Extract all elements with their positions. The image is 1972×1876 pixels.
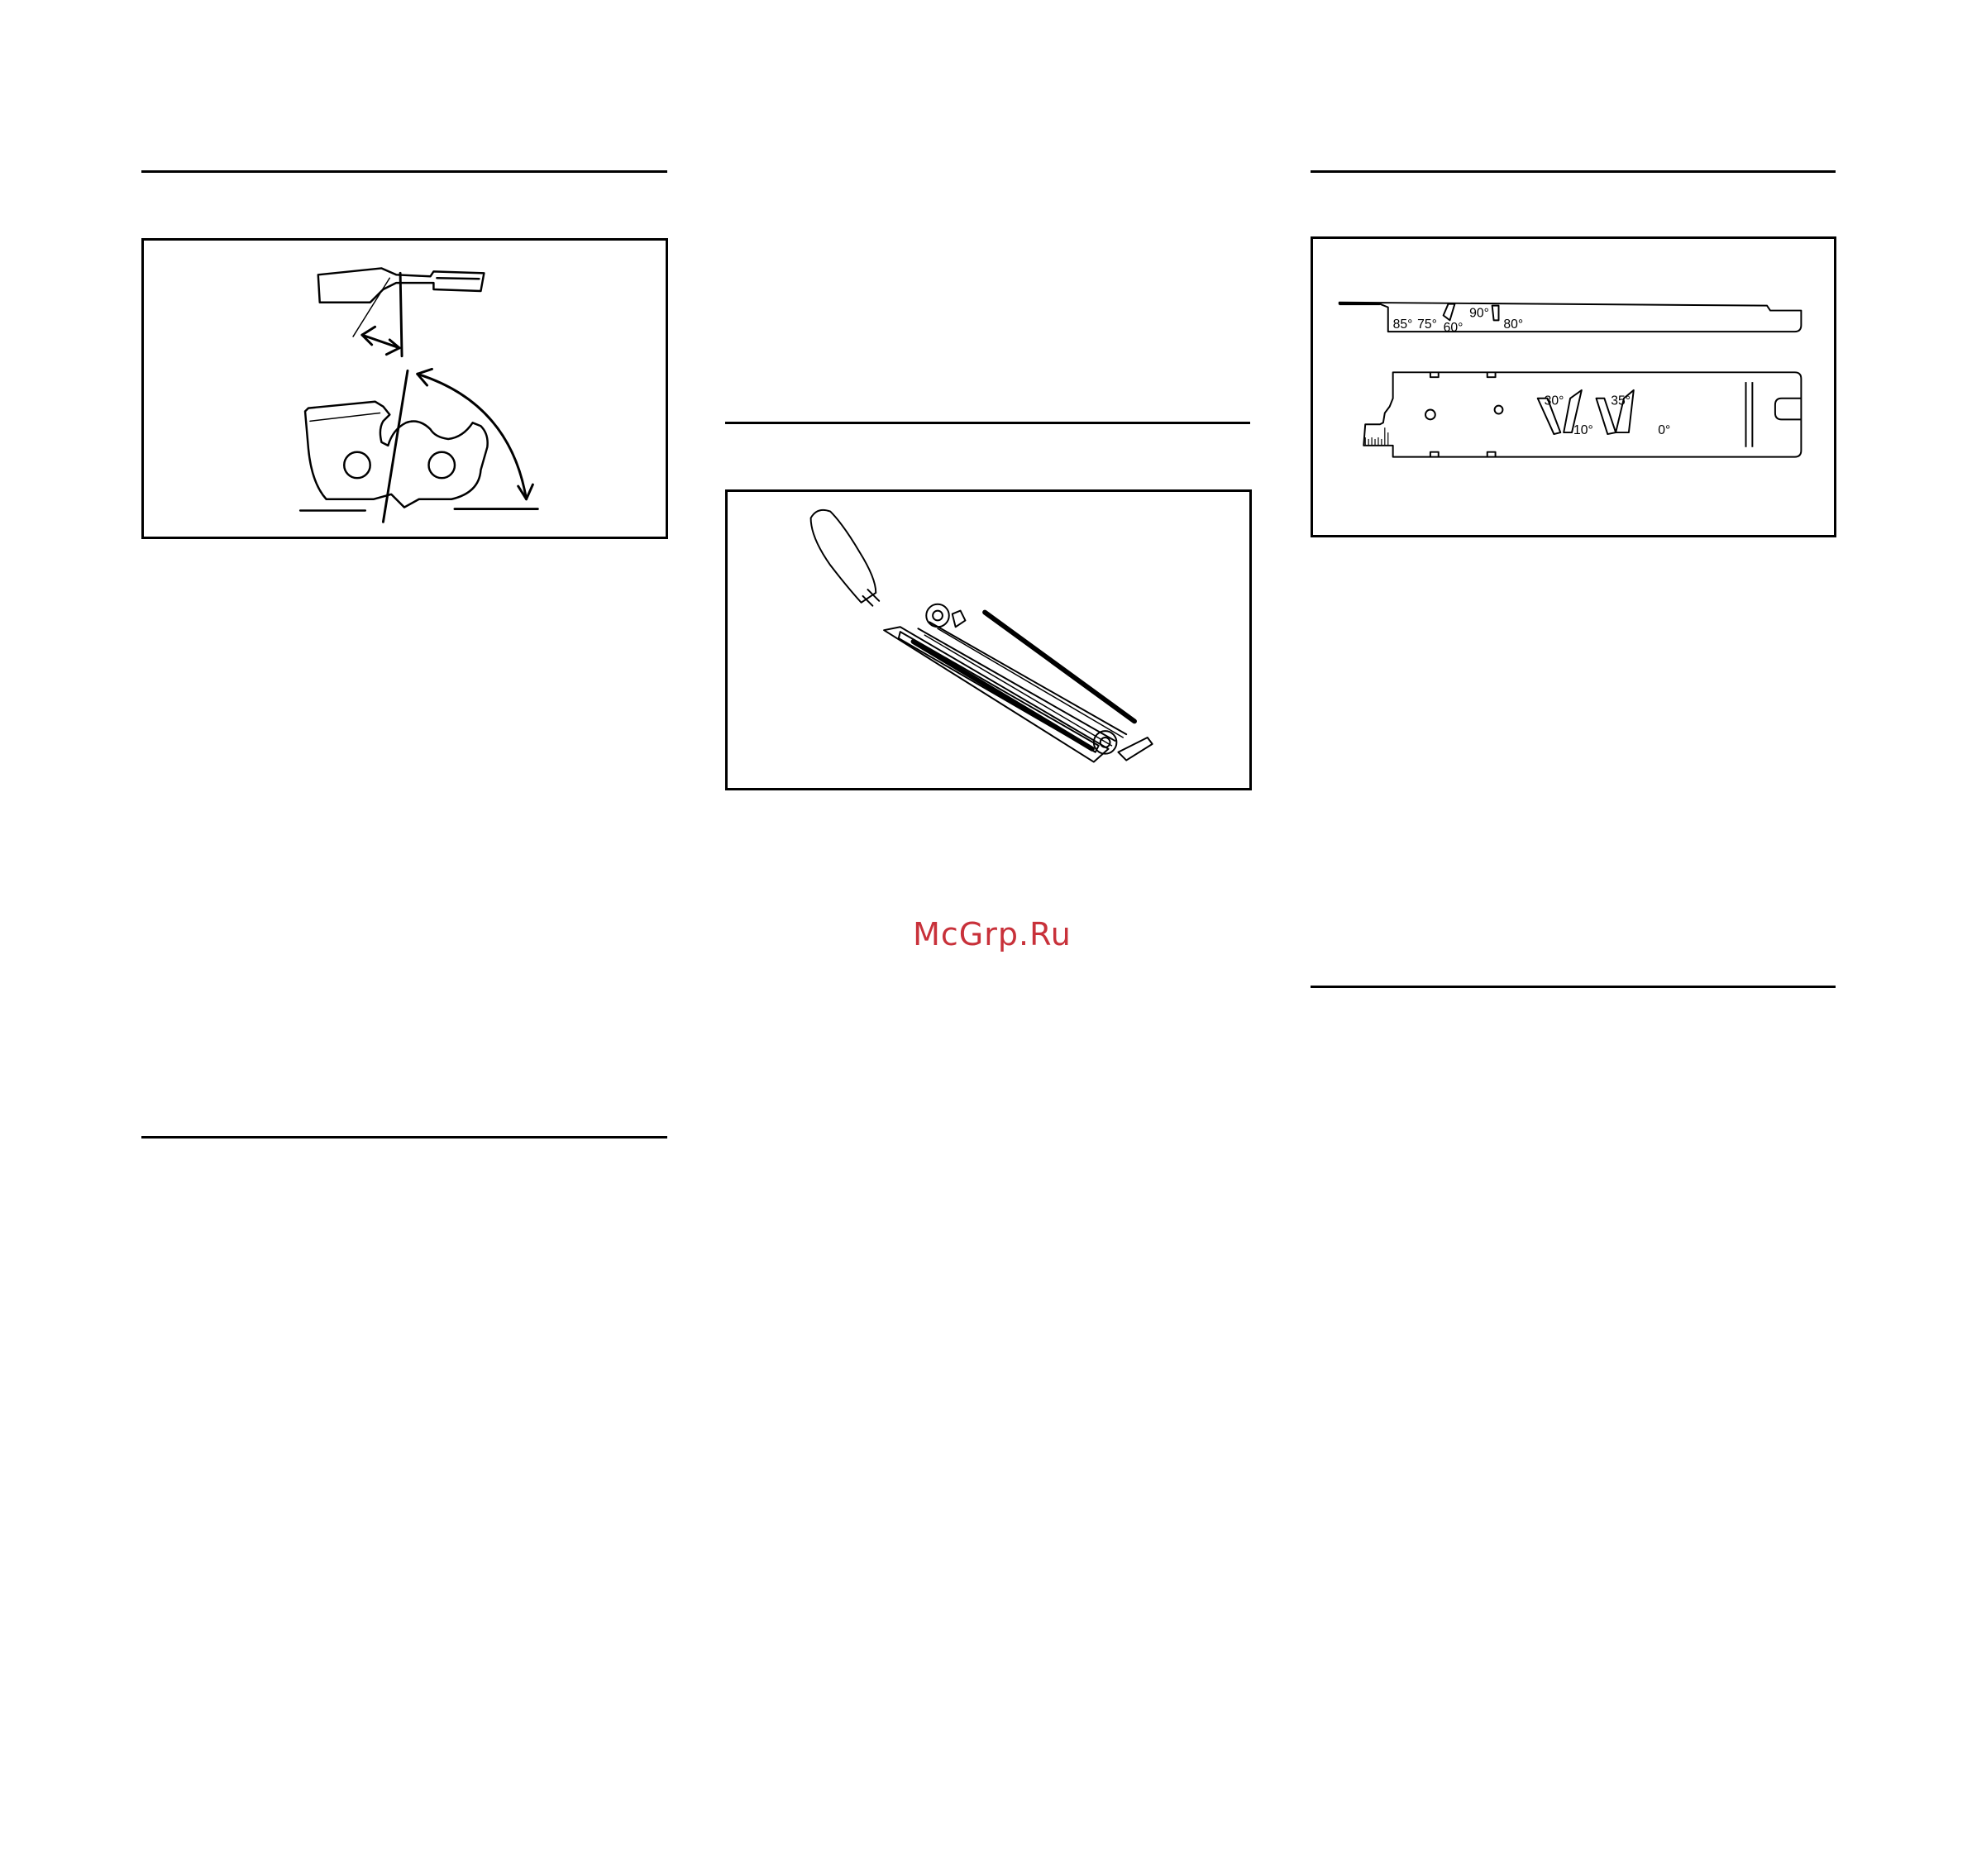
gauge-label-30: 30°	[1544, 394, 1564, 408]
gauge-label-85: 85°	[1392, 317, 1413, 332]
filing-gauge-drawing	[1313, 239, 1834, 535]
cutter-angles-drawing	[144, 241, 666, 537]
gauge-label-0: 0°	[1658, 423, 1671, 438]
gauge-label-60: 60°	[1443, 321, 1463, 336]
gauge-label-90: 90°	[1469, 306, 1489, 321]
figure-file-holder	[725, 489, 1252, 790]
rule-right-bottom	[1311, 986, 1836, 988]
rule-right-top	[1311, 170, 1836, 173]
gauge-label-35: 35°	[1611, 394, 1631, 408]
rule-left-top	[141, 170, 667, 173]
watermark-text: McGrp.Ru	[913, 916, 1072, 952]
figure-filing-gauge	[1311, 236, 1836, 537]
gauge-label-10: 10°	[1573, 423, 1593, 438]
file-holder-drawing	[728, 492, 1249, 788]
gauge-label-75: 75°	[1417, 317, 1437, 332]
rule-middle	[725, 422, 1250, 424]
gauge-label-80: 80°	[1503, 317, 1524, 332]
figure-cutter-angles	[141, 238, 668, 539]
rule-left-bottom	[141, 1136, 667, 1138]
